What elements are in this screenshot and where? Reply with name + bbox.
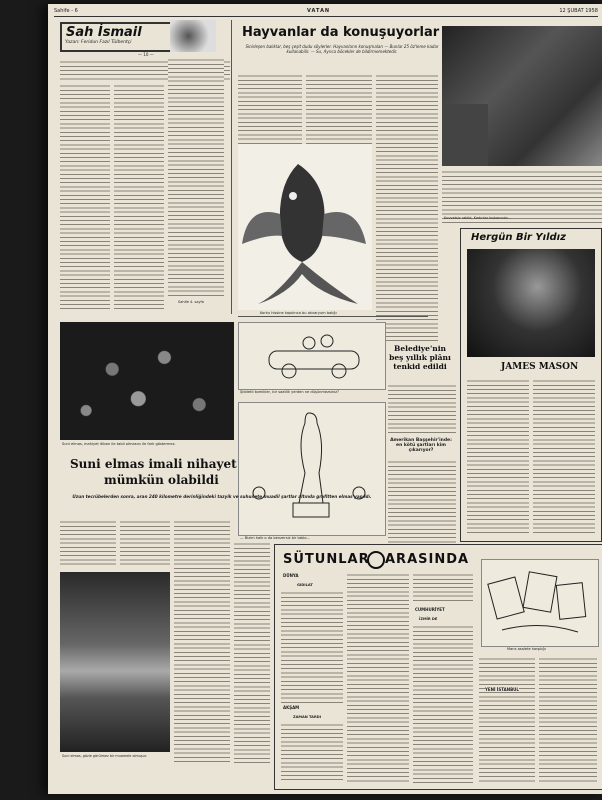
sutunlar-col-3 [413, 573, 473, 603]
municipal-headline: Belediye'nin beş yıllık plânı tenkid edildi [389, 344, 451, 371]
diamonds-deck: Uzun tecrübelerden sonra, aran 240 kilometre derinliğindeki tazyik ve suhunete muadil şartlar altında grafitten elmas yapıldı. [72, 494, 372, 499]
sutunlar-col-1b [281, 723, 343, 783]
diamonds-col-3 [174, 520, 230, 764]
books-icon [482, 560, 598, 646]
car-cartoon-caption: Şiddetli komikler, bir saatlik yerden ne düşünmezsiniz? [240, 390, 339, 394]
animals-col-3 [376, 74, 438, 344]
top-right-caption: Kuvvetsiz rakibi, Kadınlar kıskancıdır... [444, 216, 511, 220]
divider [231, 20, 232, 314]
statue-icon [239, 403, 385, 535]
animals-col-2 [306, 74, 372, 144]
serial-title: Sah İsmail [66, 25, 142, 40]
diamonds-col-4 [234, 542, 270, 764]
car-cartoon [238, 322, 386, 390]
serial-title-box [60, 22, 172, 52]
sutunlar-box [274, 544, 602, 790]
subhead-3: İZMİR DE [419, 617, 438, 621]
serial-col-1 [60, 84, 110, 310]
goldfish-icon [238, 144, 372, 310]
newspaper-page [48, 4, 602, 794]
serial-author: Yazan: Feridun Fazıl Tülbentçi [65, 40, 132, 45]
sutunlar-col-2 [347, 573, 409, 783]
divider [238, 316, 428, 317]
sutunlar-col-4 [479, 657, 535, 783]
sutunlar-cartoon [481, 559, 599, 647]
sutunlar-col-5 [539, 657, 597, 783]
section-cumhuriyet: CUMHURİYET [415, 607, 445, 612]
section-aksam: AKŞAM [283, 705, 300, 710]
serial-sources: Sahife 4. sayfa [178, 300, 204, 304]
header-left: Sahife - 6 [54, 8, 78, 14]
serial-number: — 10 — [138, 52, 154, 57]
goldfish-caption: Korku hissine kapılınca bu akvaryum balığı [260, 311, 337, 315]
star-col-2 [533, 379, 595, 533]
diamonds-headline-1: Suni elmas imali nihayet [70, 457, 237, 471]
cave-photo [60, 572, 170, 752]
municipal-sub: Amerikan Başşehir'inde: en kötü şartları kim çıkarıyor? [390, 438, 452, 453]
section-yeni-istanbul: YENİ İSTANBUL [485, 687, 519, 692]
animals-deck: Sinirleşen balıklar, beş çeşit dudu söylerler. Hayvanların konuşmaları — Bunlar 25 öz'leme kadar kullanabilir. — Su, Ayrıca böcekler de bildirmemektedir. [245, 44, 439, 55]
diamonds-headline-2: mümkün olabildi [104, 473, 219, 487]
cave-photo-caption: Suni elmas, gözle görülmez bir muamele olmuşur. [62, 754, 148, 758]
star-col-1 [467, 379, 529, 533]
car-icon [239, 323, 385, 389]
diamonds-col-2 [120, 520, 170, 568]
sutunlar-title-2: ARASINDA [385, 552, 470, 567]
municipal-col [388, 384, 456, 436]
sutunlar-col-3b [413, 625, 473, 783]
sutunlar-cartoon-caption: Mans asalete karşılığı [507, 647, 546, 651]
statue-cartoon [238, 402, 386, 536]
diamonds-col-1 [60, 520, 116, 568]
page-header [54, 6, 598, 17]
serial-col-2 [114, 84, 164, 310]
animals-col-1 [238, 74, 302, 144]
statue-cartoon-caption: — Bizim halk o da benzersiz bir tablo... [240, 536, 310, 540]
goldfish-photo [238, 144, 372, 310]
sutunlar-col-1 [281, 591, 343, 703]
sutunlar-q-icon [367, 551, 385, 569]
serial-col-3 [168, 58, 224, 298]
star-box [460, 228, 602, 542]
animals-headline: Hayvanlar da konuşuyorlar [242, 25, 440, 40]
sutunlar-title-1: SÜTUNLAR [283, 552, 370, 567]
subhead-1: GIDILAT [297, 583, 313, 587]
star-title: Hergün Bir Yıldız [471, 232, 566, 243]
header-masthead: VATAN [307, 8, 331, 14]
subhead-2: ZAMAN TARDI [293, 715, 322, 719]
section-dunya: DÜNYA [283, 573, 299, 578]
star-photo [467, 249, 595, 357]
star-name: JAMES MASON [501, 362, 579, 372]
diamonds-photo [60, 322, 234, 440]
municipal-col-2 [388, 460, 456, 544]
diamonds-photo-caption: Suni elmas, mahiyet itibarı ile tabii olmasını ile fark göstermez. [62, 442, 176, 446]
top-right-photo-inset [442, 104, 488, 166]
header-date: 12 ŞUBAT 1958 [559, 8, 598, 14]
serial-drawing [170, 20, 216, 52]
